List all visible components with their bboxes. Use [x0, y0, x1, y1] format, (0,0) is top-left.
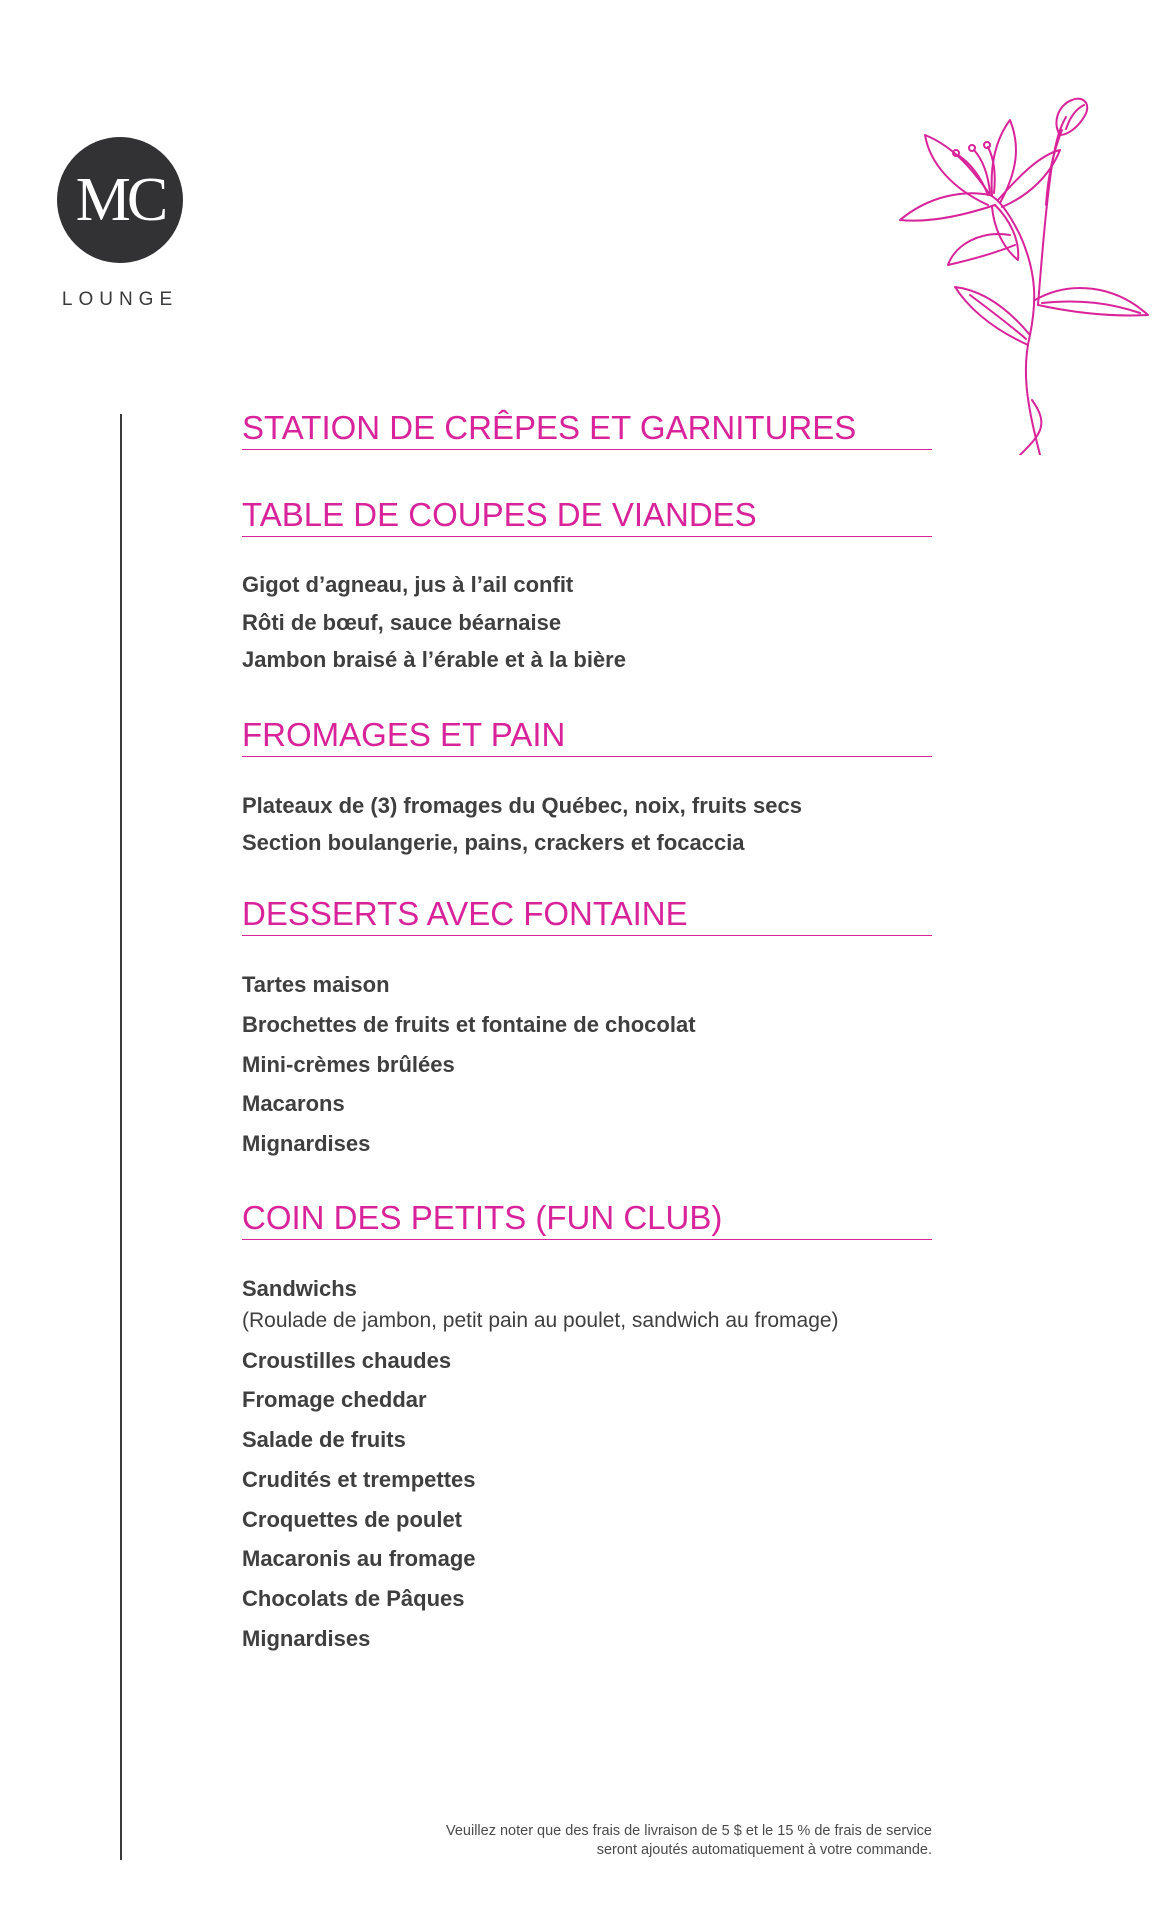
menu-item: Croquettes de poulet	[242, 1507, 463, 1532]
section-title-fromages: FROMAGES ET PAIN	[242, 715, 932, 757]
menu-item: Salade de fruits	[242, 1427, 406, 1452]
section-title-crepes: STATION DE CRÊPES ET GARNITURES	[242, 408, 932, 450]
menu-item-note: (Roulade de jambon, petit pain au poulet, sandwich au fromage)	[242, 1309, 839, 1332]
menu-item: Jambon braisé à l’érable et à la bière	[242, 647, 626, 672]
menu-item: Plateaux de (3) fromages du Québec, noix, fruits secs	[242, 793, 802, 818]
logo-subtitle: LOUNGE	[61, 289, 179, 310]
menu-item: Fromage cheddar	[242, 1387, 427, 1412]
menu-item: Mignardises	[242, 1131, 371, 1156]
vertical-divider	[120, 414, 122, 1860]
section-title-coin-des-petits: COIN DES PETITS (FUN CLUB)	[242, 1198, 932, 1240]
menu-item: Sandwichs	[242, 1276, 357, 1301]
section-title-desserts: DESSERTS AVEC FONTAINE	[242, 894, 932, 936]
footer-line-2: seront ajoutés automatiquement à votre commande.	[596, 1842, 932, 1858]
section-title-viandes: TABLE DE COUPES DE VIANDES	[242, 495, 932, 537]
footer-note	[372, 1822, 932, 1860]
menu-item: Gigot d’agneau, jus à l’ail confit	[242, 572, 574, 597]
menu-item: Crudités et trempettes	[242, 1467, 476, 1492]
footer-line-1: Veuillez noter que des frais de livraison de 5 $ et le 15 % de frais de service	[445, 1823, 932, 1839]
menu-item: Section boulangerie, pains, crackers et focaccia	[242, 830, 745, 855]
menu-item: Chocolats de Pâques	[242, 1586, 465, 1611]
menu-item: Rôti de bœuf, sauce béarnaise	[242, 610, 562, 635]
logo-badge	[57, 137, 183, 263]
menu-item: Tartes maison	[242, 972, 390, 997]
lily-flower-icon	[870, 55, 1160, 455]
menu-item: Brochettes de fruits et fontaine de chocolat	[242, 1012, 696, 1037]
menu-item: Croustilles chaudes	[242, 1348, 452, 1373]
menu-item: Macaronis au fromage	[242, 1546, 476, 1571]
menu-item: Mini-crèmes brûlées	[242, 1052, 455, 1077]
logo-mark: MC	[75, 166, 165, 234]
menu-item: Macarons	[242, 1091, 345, 1116]
menu-item: Mignardises	[242, 1626, 371, 1651]
